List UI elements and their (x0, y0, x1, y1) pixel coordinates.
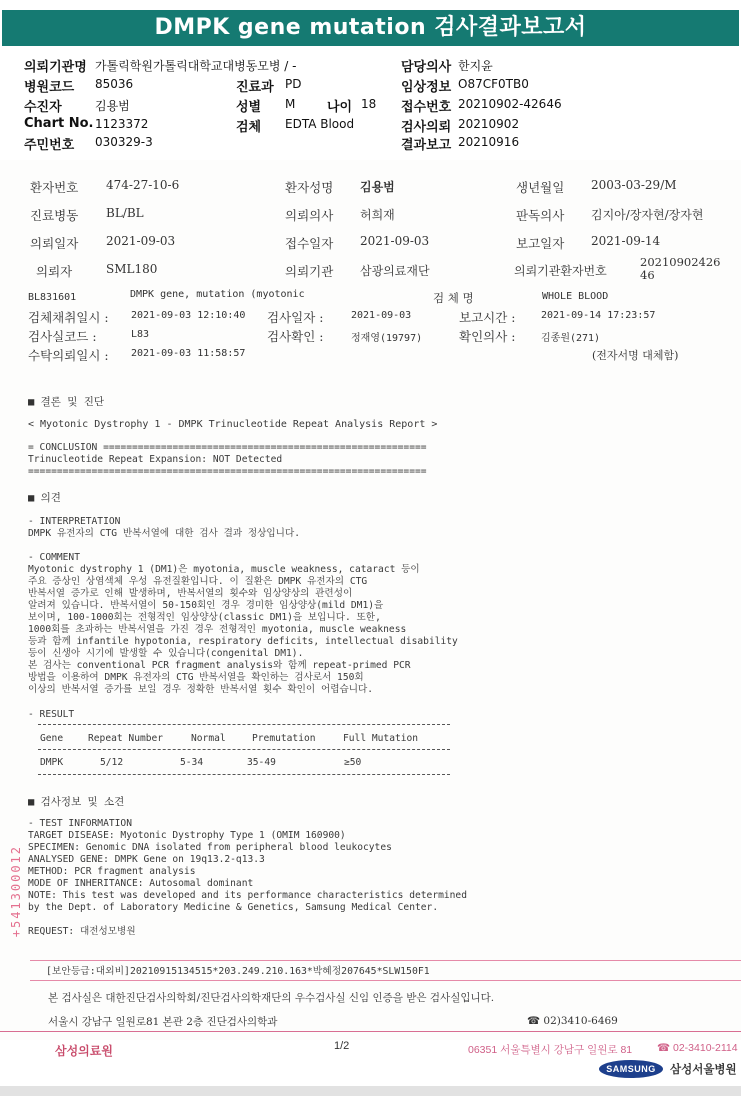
patient-info-value: 김지아/장자현/장자현 (591, 208, 704, 222)
report-title: DMPK gene mutation 검사결과보고서 (2, 10, 739, 46)
test-name: DMPK gene, mutation (myotonic (130, 289, 305, 300)
patient-info-value: 2003-03-29/M (591, 178, 677, 192)
header-value: EDTA Blood (285, 117, 355, 131)
comment-line: 본 검사는 conventional PCR fragment analysis와 함께 repeat-primed PCR (28, 660, 411, 671)
comment-line: 방법을 이용하여 DMPK 유전자의 CTG 반복서열을 확인하는 검사로서 150회 (28, 672, 364, 683)
lab-address: 서울시 강남구 일원로81 본관 2층 진단검사의학과 (48, 1016, 278, 1028)
result-heading: - RESULT (28, 709, 75, 720)
header-value: 한지윤 (458, 59, 493, 73)
result-cell: ≥50 (344, 757, 362, 768)
specimen-value: L83 (131, 329, 150, 340)
comment-heading: - COMMENT (28, 552, 80, 563)
header-value: 18 (361, 97, 377, 111)
samsung-logo-text: SAMSUNG (606, 1064, 656, 1074)
header-value: 20210902-42646 (458, 97, 562, 111)
test-info-line: - TEST INFORMATION (28, 818, 132, 829)
specimen-label: 검 체 명 (433, 291, 474, 305)
result-col-header: Gene (40, 733, 64, 744)
header-value: 85036 (95, 77, 134, 91)
conclusion-bar: = CONCLUSION ======================================================== (28, 442, 427, 453)
specimen-value: WHOLE BLOOD (542, 291, 609, 302)
patient-info-label: 환자번호 (30, 180, 79, 195)
table-rule (38, 774, 450, 775)
report-heading: < Myotonic Dystrophy 1 - DMPK Trinucleotide Repeat Analysis Report > (28, 419, 438, 430)
table-rule (38, 724, 450, 725)
patient-info-label: 보고일자 (516, 236, 565, 251)
specimen-value: 2021-09-03 12:10:40 (131, 310, 246, 321)
conclusion-bar: ===================================================================== (28, 466, 427, 477)
header-label: 주민번호 (24, 138, 75, 153)
bottom-strip (0, 1086, 741, 1096)
patient-info-label: 진료병동 (30, 208, 79, 223)
header-label: 결과보고 (401, 138, 452, 153)
patient-info-value: 김용범 (360, 180, 395, 194)
header-value: 김용범 (95, 99, 130, 113)
header-label: 진료과 (236, 80, 274, 95)
document-serial: +541300012 (9, 845, 23, 938)
specimen-label: 보고시간 : (459, 310, 516, 325)
result-cell: 35-49 (247, 757, 276, 768)
patient-info-value: 2021090242646 (640, 255, 721, 282)
request-line: REQUEST: 대전성모병원 (28, 926, 136, 937)
patient-info-label: 환자성명 (285, 180, 334, 195)
result-cell: DMPK (40, 757, 64, 768)
interpretation-text: DMPK 유전자의 CTG 반복서열에 대한 검사 결과 정상입니다. (28, 528, 300, 539)
test-info-line: NOTE: This test was developed and its performance characteristics determined (28, 890, 467, 901)
patient-info-value: 삼광의료재단 (360, 264, 430, 278)
lab-phone: ☎ 02)3410-6469 (527, 1015, 618, 1027)
comment-line: 등과 함께 infantile hypotonia, respiratory deficits, intellectual disability (28, 636, 458, 647)
section-heading: ■ 결론 및 진단 (28, 396, 105, 408)
test-info-line: SPECIMEN: Genomic DNA isolated from peripheral blood leukocytes (28, 842, 392, 853)
result-col-header: Repeat Number (88, 733, 164, 744)
divider (30, 980, 741, 981)
result-cell: 5/12 (100, 757, 124, 768)
samsung-logo (599, 1060, 663, 1078)
divider (0, 1031, 741, 1032)
result-col-header: Full Mutation (343, 733, 419, 744)
patient-info-label: 의뢰일자 (30, 236, 79, 251)
header-label: 검사의뢰 (401, 120, 452, 135)
header-label: 병원코드 (24, 80, 75, 95)
page-number: 1/2 (334, 1040, 350, 1052)
specimen-value: 김종원(271) (541, 333, 601, 344)
comment-line: Myotonic dystrophy 1 (DM1)은 myotonia, muscle weakness, cataract 등이 (28, 564, 420, 575)
interpretation-heading: - INTERPRETATION (28, 516, 121, 527)
result-col-header: Normal (191, 733, 226, 744)
header-value: 1123372 (95, 117, 149, 131)
signature-note: (전자서명 대체함) (592, 349, 679, 362)
test-info-line: by the Dept. of Laboratory Medicine & Genetics, Samsung Medical Center. (28, 902, 439, 913)
header-value: PD (285, 77, 302, 91)
header-label: 나이 (327, 100, 353, 115)
header-label: 접수번호 (401, 100, 452, 115)
header-value: 20210902 (458, 117, 520, 131)
header-label: 의뢰기관명 (24, 60, 87, 75)
hospital-phone: ☎ 02-3410-2114 (657, 1042, 738, 1054)
header-value: 20210916 (458, 135, 520, 149)
specimen-label: 검사실코드 : (28, 329, 97, 344)
header-label: 담당의사 (401, 60, 452, 75)
specimen-label: 수탁의뢰일시 : (28, 348, 109, 363)
comment-line: 주요 증상인 상염색체 우성 유전질환입니다. 이 질환은 DMPK 유전자의 CTG (28, 576, 368, 587)
specimen-code: BL831601 (28, 292, 77, 303)
header-label: Chart No. (24, 116, 94, 131)
specimen-value: 2021-09-03 (351, 310, 412, 321)
test-info-line: METHOD: PCR fragment analysis (28, 866, 196, 877)
specimen-label: 검체채취일시 : (28, 310, 109, 325)
header-value: O87CF0TB0 (458, 77, 529, 91)
specimen-value: 2021-09-14 17:23:57 (541, 310, 656, 321)
security-line: [보안등급:대외비]20210915134515*203.249.210.163*박혜정207645*SLW150F1 (46, 966, 430, 977)
hospital-name: 삼성서울병원 (670, 1064, 737, 1076)
patient-info-label: 의뢰기관 (285, 264, 334, 279)
patient-info-value: 2021-09-03 (360, 234, 430, 248)
comment-line: 알려져 있습니다. 반복서열이 50-150회인 경우 경미한 임상양상(mild DM1)을 (28, 600, 384, 611)
patient-info-label: 판독의사 (516, 208, 565, 223)
header-label: 검체 (236, 120, 262, 135)
patient-info-label: 의뢰자 (36, 264, 73, 279)
specimen-value: 정재영(19797) (351, 333, 423, 344)
header-label: 임상정보 (401, 80, 452, 95)
patient-info-value: 허희재 (360, 208, 395, 222)
patient-info-label: 의뢰의사 (285, 208, 334, 223)
patient-info-label: 접수일자 (285, 236, 334, 251)
patient-info-value: 474-27-10-6 (106, 178, 180, 192)
hospital-address: 06351 서울특별시 강남구 일원로 81 (468, 1044, 633, 1056)
section-heading: ■ 의견 (28, 492, 61, 504)
test-info-line: MODE OF INHERITANCE: Autosomal dominant (28, 878, 254, 889)
patient-info-value: 2021-09-14 (591, 234, 661, 248)
test-info-line: TARGET DISEASE: Myotonic Dystrophy Type 1 (OMIM 160900) (28, 830, 346, 841)
patient-info-label: 생년월일 (516, 180, 565, 195)
header-value: 030329-3 (95, 135, 153, 149)
specimen-label: 검사확인 : (267, 329, 324, 344)
brand-left: 삼성의료원 (55, 1044, 113, 1058)
comment-line: 이상의 반복서열 증가를 보일 경우 정확한 반복서열 횟수 확인이 어렵습니다. (28, 684, 374, 695)
header-value: M (285, 97, 296, 111)
header-label: 성별 (236, 100, 262, 115)
patient-info-value: BL/BL (106, 206, 144, 220)
conclusion-text: Trinucleotide Repeat Expansion: NOT Detected (28, 454, 283, 465)
patient-info-value: 2021-09-03 (106, 234, 176, 248)
divider (30, 960, 741, 961)
comment-line: 등이 신생아 시기에 발생할 수 있습니다(congenital DM1). (28, 648, 304, 659)
result-col-header: Premutation (252, 733, 316, 744)
section-heading: ■ 검사정보 및 소견 (28, 796, 125, 808)
test-info-line: ANALYSED GENE: DMPK Gene on 19q13.2-q13.3 (28, 854, 265, 865)
certification-text: 본 검사실은 대한진단검사의학회/진단검사의학재단의 우수검사실 신임 인증을 받은 검사실입니다. (48, 992, 495, 1004)
specimen-value: 2021-09-03 11:58:57 (131, 348, 246, 359)
header-value: 가톨릭학원가톨릭대학교대병동모병 / - (95, 59, 297, 73)
comment-line: 반복서열 증가로 인해 발생하며, 반복서열의 횟수와 임상양상의 관련성이 (28, 588, 353, 599)
patient-info-label: 의뢰기관환자번호 (514, 264, 607, 278)
table-rule (38, 749, 450, 750)
specimen-label: 확인의사 : (459, 329, 516, 344)
specimen-label: 검사일자 : (267, 310, 324, 325)
comment-line: 1000회를 초과하는 반복서열을 가진 경우 전형적인 myotonia, muscle weakness (28, 624, 407, 635)
header-label: 수진자 (24, 100, 62, 115)
patient-info-value: SML180 (106, 262, 158, 276)
title-bar (0, 0, 741, 46)
result-cell: 5-34 (180, 757, 204, 768)
comment-line: 보이며, 100-1000회는 전형적인 임상양상(classic DM1)을 보입니다. 또한, (28, 612, 381, 623)
